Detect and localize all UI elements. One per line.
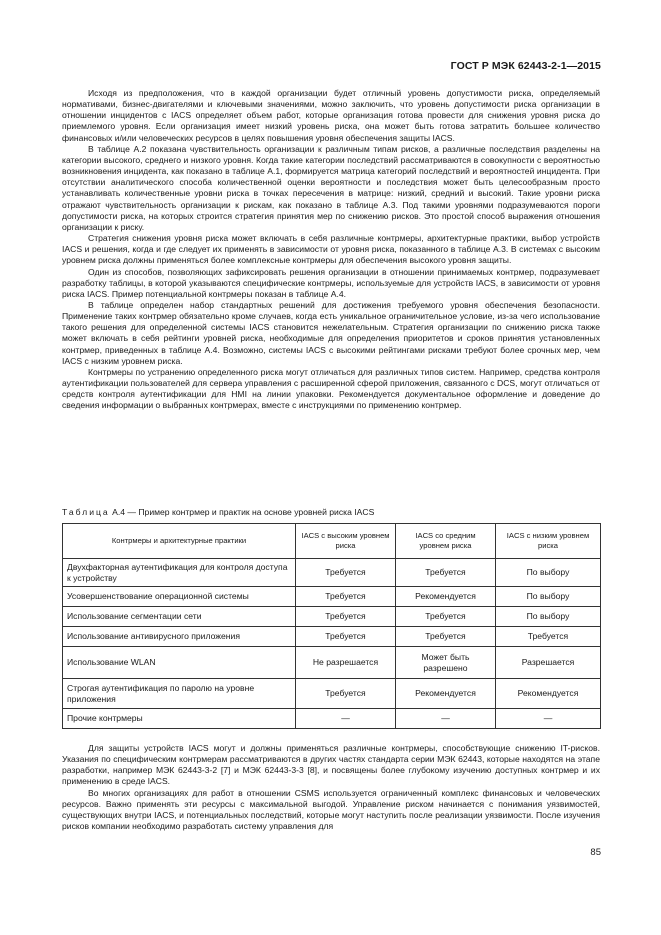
table-cell: Требуется	[396, 559, 496, 587]
paragraph: Контрмеры по устранению определенного риска могут отличаться для различных типов систем. Например, средства контроля аутентификации пользователей для сервера управления с расширенной сферой приложения, связанного с DCS, могут отличаться от средств контроля аутентификации для HMI на линии упаковки. Рекомендуется документальное оформление и доведение до сведения информации о выбранных контрмерах, вместе с инструкциями по применению контрмер.	[62, 366, 600, 411]
table-caption	[62, 507, 374, 517]
table-cell: Требуется	[496, 627, 601, 647]
table-cell: По выбору	[496, 587, 601, 607]
table-header-row	[63, 524, 601, 559]
column-header: IACS со средним уровнем риска	[396, 524, 496, 559]
paragraph: Исходя из предположения, что в каждой организации будет отличный уровень допустимости риска, определяемый нормативами, бизнес-двигателями и ключевыми значениями, можно заключить, что уровень допустимости риска организации в отношении инцидентов с IACS определяет объем работ, которые организация готова провести для снижения уровня риска до приемлемого уровня. Если организация имеет низкий уровень риска, она может быть готова затратить большее количество финансовых и/или человеческих ресурсов в целях повышения уровня обеспечения защиты IACS.	[62, 88, 600, 143]
table-row	[63, 627, 601, 647]
table-row	[63, 709, 601, 729]
paragraph: В таблице определен набор стандартных решений для достижения требуемого уровня обеспечения безопасности. Применение таких контрмер обязательно кроме случаев, когда есть уникальное ограничительное условие, из-за чего использование такого решения для определенной системы IACS становится нежелательным. Стратегия организации по снижению риска также может включать в себя рейтинги уровней риска, необходимые для определения приоритетов и сроков принятия установленных контрмер, приведенных в таблице А.4. Возможно, системы IACS с высокими рейтингами рисками требуют более срочных мер, чем IACS с низким уровнем риска.	[62, 299, 600, 366]
table-row	[63, 587, 601, 607]
table-row	[63, 559, 601, 587]
paragraph: В таблице А.2 показана чувствительность организации к различным типам рисков, а различные последствия разделены на категории высокого, среднего и низкого уровня. Когда такие категории последствий рассматриваются в совокупности с вероятностью возникновения инцидента, как показано в таблице А.1, формируется матрица категорий последствий и вероятностей инцидента. При отсутствии аналитического способа количественной оценки вероятности и последствия может быть целесообразным просто устанавливать количественные уровни риска в точках пересечения в матрице: низкий, средний и высокий. Такие уровни риска отражают чувствительность организации к рискам, как показано в таблице А.3. Под такими уровнями подразумеваются пороги допустимости риска, на которых строится стратегия принятия мер по снижению рисков. Это простой способ выражения отношения организации к риску.	[62, 143, 600, 232]
body-text	[62, 88, 600, 412]
table-cell: Рекомендуется	[496, 679, 601, 709]
table-cell: Разрешается	[496, 647, 601, 679]
table-cell: Строгая аутентификация по паролю на уровне приложения	[63, 679, 296, 709]
table-cell: Требуется	[396, 627, 496, 647]
table-cell: —	[396, 709, 496, 729]
table-cell: Использование антивирусного приложения	[63, 627, 296, 647]
table-cell: Не разрешается	[296, 647, 396, 679]
table-cell: Требуется	[296, 607, 396, 627]
table-caption-text: А.4 — Пример контрмер и практик на основе уровней риска IACS	[109, 507, 375, 517]
table-cell: Двухфакторная аутентификация для контроля доступа к устройству	[63, 559, 296, 587]
table-cell: Требуется	[296, 627, 396, 647]
table-cell: Требуется	[296, 559, 396, 587]
table-row	[63, 647, 601, 679]
table-row	[63, 607, 601, 627]
table-cell: Усовершенствование операционной системы	[63, 587, 296, 607]
column-header: IACS с высоким уровнем риска	[296, 524, 396, 559]
table-cell: Использование WLAN	[63, 647, 296, 679]
table-cell: Использование сегментации сети	[63, 607, 296, 627]
table-cell: По выбору	[496, 559, 601, 587]
table-cell: Прочие контрмеры	[63, 709, 296, 729]
column-header: Контрмеры и архитектурные практики	[63, 524, 296, 559]
paragraph: Во многих организациях для работ в отношении CSMS используется ограниченный комплекс финансовых и человеческих ресурсов. Важно применять эти ресурсы с максимальной выгодой. Управление риском начинается с понимания уязвимостей, существующих внутри IACS, и потенциальных последствий, которые могут наступить после реализации уязвимости. После изучения рисков компании необходимо разработать систему управления для	[62, 787, 600, 832]
table-row	[63, 679, 601, 709]
table-cell: Требуется	[296, 679, 396, 709]
column-header: IACS с низким уровнем риска	[496, 524, 601, 559]
table-cell: По выбору	[496, 607, 601, 627]
paragraph: Для защиты устройств IACS могут и должны применяться различные контрмеры, способствующие снижению IT-рисков. Указания по специфическим контрмерам рассматриваются в других частях стандарта серии МЭК 62443, которые находятся на этапе разработки, например МЭК 62443-3-2 [7] и МЭК 62443-3-3 [8], и посвящены более глубокому изучению доступных контрмер и их применению в среде IACS.	[62, 743, 600, 787]
body-text-after-table	[62, 743, 600, 832]
document-header: ГОСТ Р МЭК 62443-2-1—2015	[450, 60, 601, 72]
table-cell: —	[496, 709, 601, 729]
page-number: 85	[590, 847, 601, 858]
table-cell: Рекомендуется	[396, 679, 496, 709]
paragraph: Стратегия снижения уровня риска может включать в себя различные контрмеры, архитектурные практики, выбор устройств IACS и решения, когда и где следует их применять в зависимости от уровня риска, показанного в таблице А.3. В системах с высоким уровнем риска должны применяться более комплексные контрмеры для обеспечения высокого уровня защиты.	[62, 233, 600, 266]
table-cell: Требуется	[296, 587, 396, 607]
table-cell: Требуется	[396, 607, 496, 627]
paragraph: Один из способов, позволяющих зафиксировать решения организации в отношении принимаемых контрмер, подразумевает разработку таблицы, в которой указываются специфические контрмеры, используемые для устройств IACS, в зависимости от уровня риска IACS. Пример потенциальной контрмеры показан в таблице А.4.	[62, 266, 600, 299]
table-caption-label: Таблица	[62, 507, 110, 517]
table-cell: Рекомендуется	[396, 587, 496, 607]
table-cell: Может быть разрешено	[396, 647, 496, 679]
table-cell: —	[296, 709, 396, 729]
countermeasures-table	[62, 523, 601, 729]
